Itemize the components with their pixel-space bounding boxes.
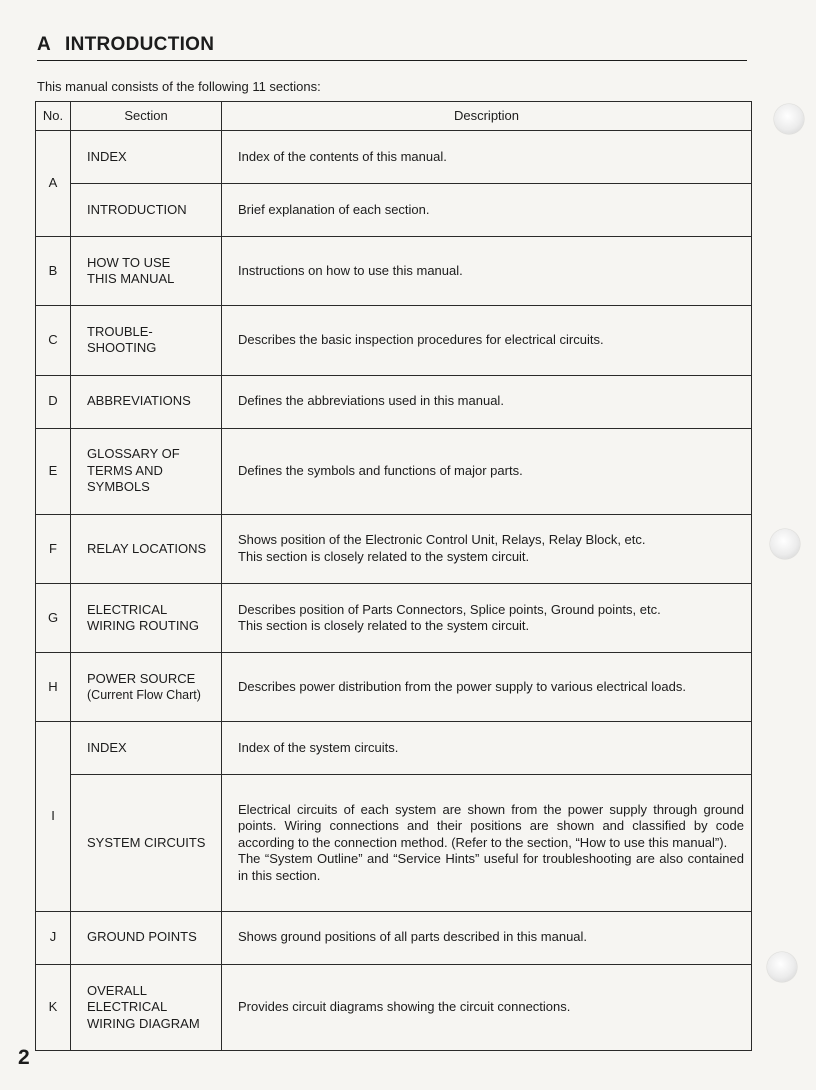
row-description: Instructions on how to use this manual. <box>222 237 752 306</box>
row-section <box>71 306 222 375</box>
table-row <box>36 964 752 1050</box>
row-section-line: ELECTRICAL <box>87 999 168 1015</box>
row-description <box>222 514 752 583</box>
row-no: K <box>36 964 71 1050</box>
binder-hole-bottom <box>767 952 797 982</box>
row-section <box>71 583 222 652</box>
row-section: INDEX <box>71 131 222 184</box>
row-section: SYSTEM CIRCUITS <box>71 775 222 911</box>
table-row <box>36 237 752 306</box>
section-letter: A <box>37 34 52 55</box>
row-section-line: GLOSSARY OF <box>87 446 180 462</box>
row-description-line: Shows position of the Electronic Control Unit, Relays, Relay Block, etc. <box>238 532 646 548</box>
row-description: Brief explanation of each section. <box>222 184 752 237</box>
row-description: Provides circuit diagrams showing the circuit connections. <box>222 964 752 1050</box>
table-row <box>36 583 752 652</box>
row-no: A <box>36 131 71 237</box>
row-no: E <box>36 428 71 514</box>
row-description: Describes the basic inspection procedures for electrical circuits. <box>222 306 752 375</box>
row-section: INDEX <box>71 722 222 775</box>
row-section: INTRODUCTION <box>71 184 222 237</box>
sections-table <box>35 101 752 1051</box>
table-row <box>36 131 752 184</box>
row-description <box>222 583 752 652</box>
row-section-line: HOW TO USE <box>87 254 171 270</box>
row-section: RELAY LOCATIONS <box>71 514 222 583</box>
row-no: C <box>36 306 71 375</box>
row-section-line: SYMBOLS <box>87 479 150 495</box>
binder-hole-middle <box>770 529 800 559</box>
table-row <box>36 722 752 775</box>
row-no: I <box>36 722 71 911</box>
row-section-line: (Current Flow Chart) <box>87 688 201 703</box>
page-number: 2 <box>18 1046 30 1069</box>
row-description: Shows ground positions of all parts described in this manual. <box>222 911 752 964</box>
row-description-line: This section is closely related to the system circuit. <box>238 618 530 634</box>
table-row <box>36 775 752 911</box>
header-description: Description <box>222 102 752 131</box>
row-section-line: OVERALL <box>87 982 147 998</box>
row-description-line: The “System Outline” and “Service Hints” useful for troubleshooting are also contained in this section. <box>238 851 744 883</box>
row-section <box>71 237 222 306</box>
table-row <box>36 911 752 964</box>
row-no: H <box>36 653 71 722</box>
row-description: Defines the symbols and functions of major parts. <box>222 428 752 514</box>
header-section: Section <box>71 102 222 131</box>
row-description-line: Electrical circuits of each system are shown from the power supply through ground points. Wiring connections and their positions are shown and classified by code according to the connection method. (Refer to the section, “How to use this manual”). <box>238 801 744 850</box>
table-header-row <box>36 102 752 131</box>
row-section-line: WIRING DIAGRAM <box>87 1015 200 1031</box>
row-no: J <box>36 911 71 964</box>
intro-text: This manual consists of the following 11 sections: <box>37 79 321 94</box>
table-row <box>36 375 752 428</box>
header-no: No. <box>36 102 71 131</box>
row-section <box>71 653 222 722</box>
binder-hole-top <box>774 104 804 134</box>
row-description: Describes power distribution from the power supply to various electrical loads. <box>222 653 752 722</box>
row-section-line: SHOOTING <box>87 340 157 356</box>
row-no: D <box>36 375 71 428</box>
row-section: GROUND POINTS <box>71 911 222 964</box>
table-row <box>36 306 752 375</box>
row-description: Index of the system circuits. <box>222 722 752 775</box>
row-section-line: THIS MANUAL <box>87 271 175 287</box>
row-description-line: This section is closely related to the system circuit. <box>238 548 530 564</box>
table-row <box>36 653 752 722</box>
row-section: ABBREVIATIONS <box>71 375 222 428</box>
table-row <box>36 184 752 237</box>
section-title: INTRODUCTION <box>65 34 215 55</box>
row-description <box>222 775 752 911</box>
row-no: G <box>36 583 71 652</box>
row-section <box>71 428 222 514</box>
row-description-line: Describes position of Parts Connectors, Splice points, Ground points, etc. <box>238 601 661 617</box>
row-description: Index of the contents of this manual. <box>222 131 752 184</box>
table-row <box>36 514 752 583</box>
row-section-line: ELECTRICAL <box>87 601 168 617</box>
row-section <box>71 964 222 1050</box>
table-row <box>36 428 752 514</box>
row-description: Defines the abbreviations used in this manual. <box>222 375 752 428</box>
row-section-line: POWER SOURCE <box>87 670 196 686</box>
row-no: B <box>36 237 71 306</box>
row-no: F <box>36 514 71 583</box>
row-section-line: TERMS AND <box>87 462 163 478</box>
row-section-line: WIRING ROUTING <box>87 618 199 634</box>
page-title <box>37 34 747 61</box>
row-section-line: TROUBLE- <box>87 323 153 339</box>
